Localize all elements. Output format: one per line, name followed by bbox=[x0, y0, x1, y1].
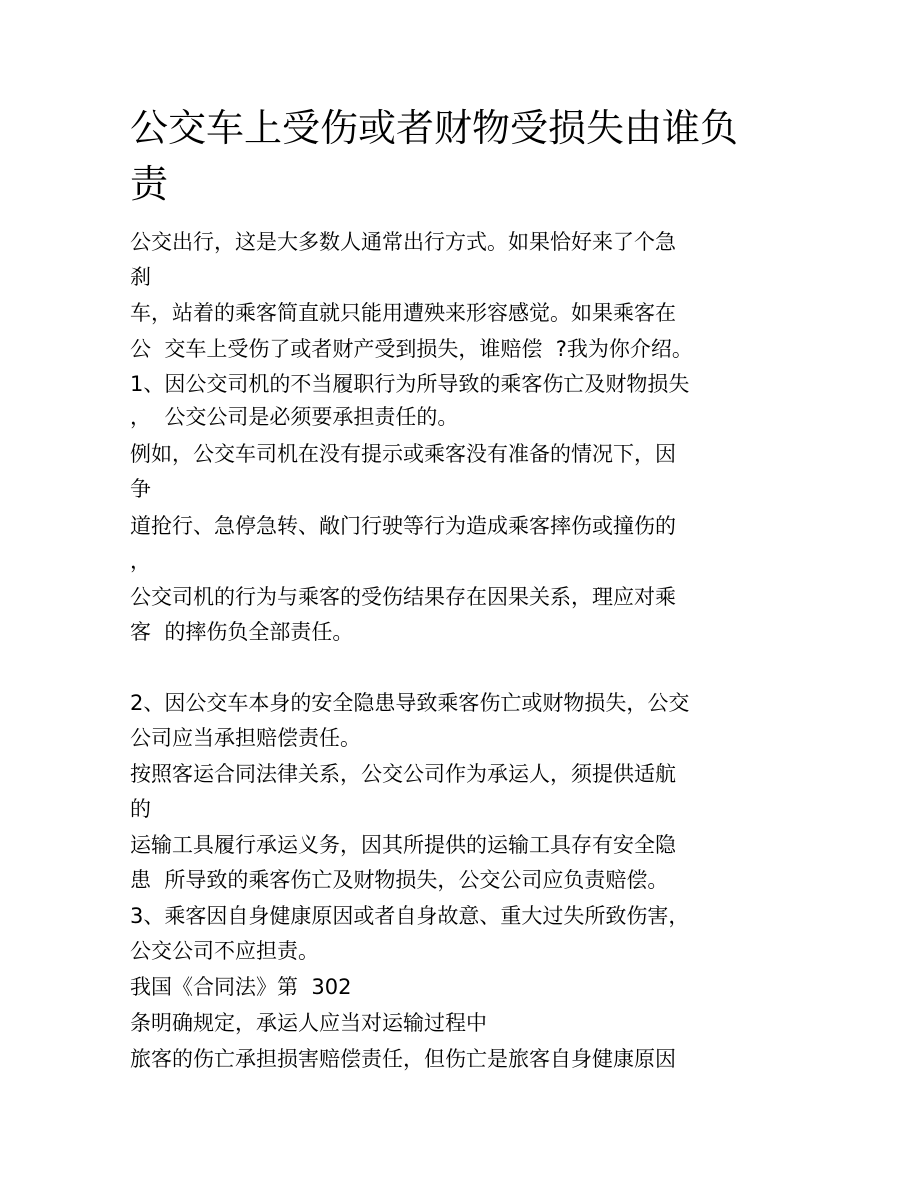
body-line: 2、因公交车本身的安全隐患导致乘客伤亡或财物损失，公交 bbox=[130, 691, 690, 715]
body-line: 车，站着的乘客简直就只能用遭殃来形容感觉。如果乘客在 bbox=[130, 301, 676, 325]
body-line: 公交司机的行为与乘客的受伤结果存在因果关系，理应对乘 bbox=[130, 585, 676, 609]
body-line: 客 的摔伤负全部责任。 bbox=[130, 620, 354, 644]
body-line: 条明确规定，承运人应当对运输过程中 bbox=[130, 1011, 487, 1035]
body-line: 运输工具履行承运义务，因其所提供的运输工具存有安全隐 bbox=[130, 833, 676, 857]
body-line: 公司应当承担赔偿责任。 bbox=[130, 726, 361, 750]
body-line: 例如，公交车司机在没有提示或乘客没有准备的情况下，因 bbox=[130, 442, 676, 466]
body-line: 我国《合同法》第 302 bbox=[130, 975, 352, 999]
body-line: ， bbox=[130, 549, 151, 573]
body-line: 的 bbox=[130, 797, 151, 821]
body-line: 公交公司不应担责。 bbox=[130, 939, 319, 963]
body-line: 1、因公交司机的不当履职行为所导致的乘客伤亡及财物损失 bbox=[130, 372, 690, 396]
body-line: 旅客的伤亡承担损害赔偿责任，但伤亡是旅客自身健康原因 bbox=[130, 1047, 676, 1071]
body-line: 患 所导致的乘客伤亡及财物损失，公交公司应负责赔偿。 bbox=[130, 868, 669, 892]
body-line: ， 公交公司是必须要承担责任的。 bbox=[130, 405, 459, 429]
document-title: 公交车上受伤或者财物受损失由谁负责 bbox=[130, 106, 739, 206]
body-line: 道抢行、急停急转、敞门行驶等行为造成乘客摔伤或撞伤的 bbox=[130, 514, 676, 538]
body-line: 刹 bbox=[130, 265, 151, 289]
body-line: 公交出行，这是大多数人通常出行方式。如果恰好来了个急 bbox=[130, 230, 676, 254]
body-line: 3、乘客因自身健康原因或者自身故意、重大过失所致伤害， bbox=[130, 904, 690, 928]
body-line: 争 bbox=[130, 477, 151, 501]
body-line: 按照客运合同法律关系，公交公司作为承运人，须提供适航 bbox=[130, 762, 676, 786]
body-line: 公 交车上受伤了或者财产受到损失，谁赔偿 ?我为你介绍。 bbox=[130, 337, 693, 361]
